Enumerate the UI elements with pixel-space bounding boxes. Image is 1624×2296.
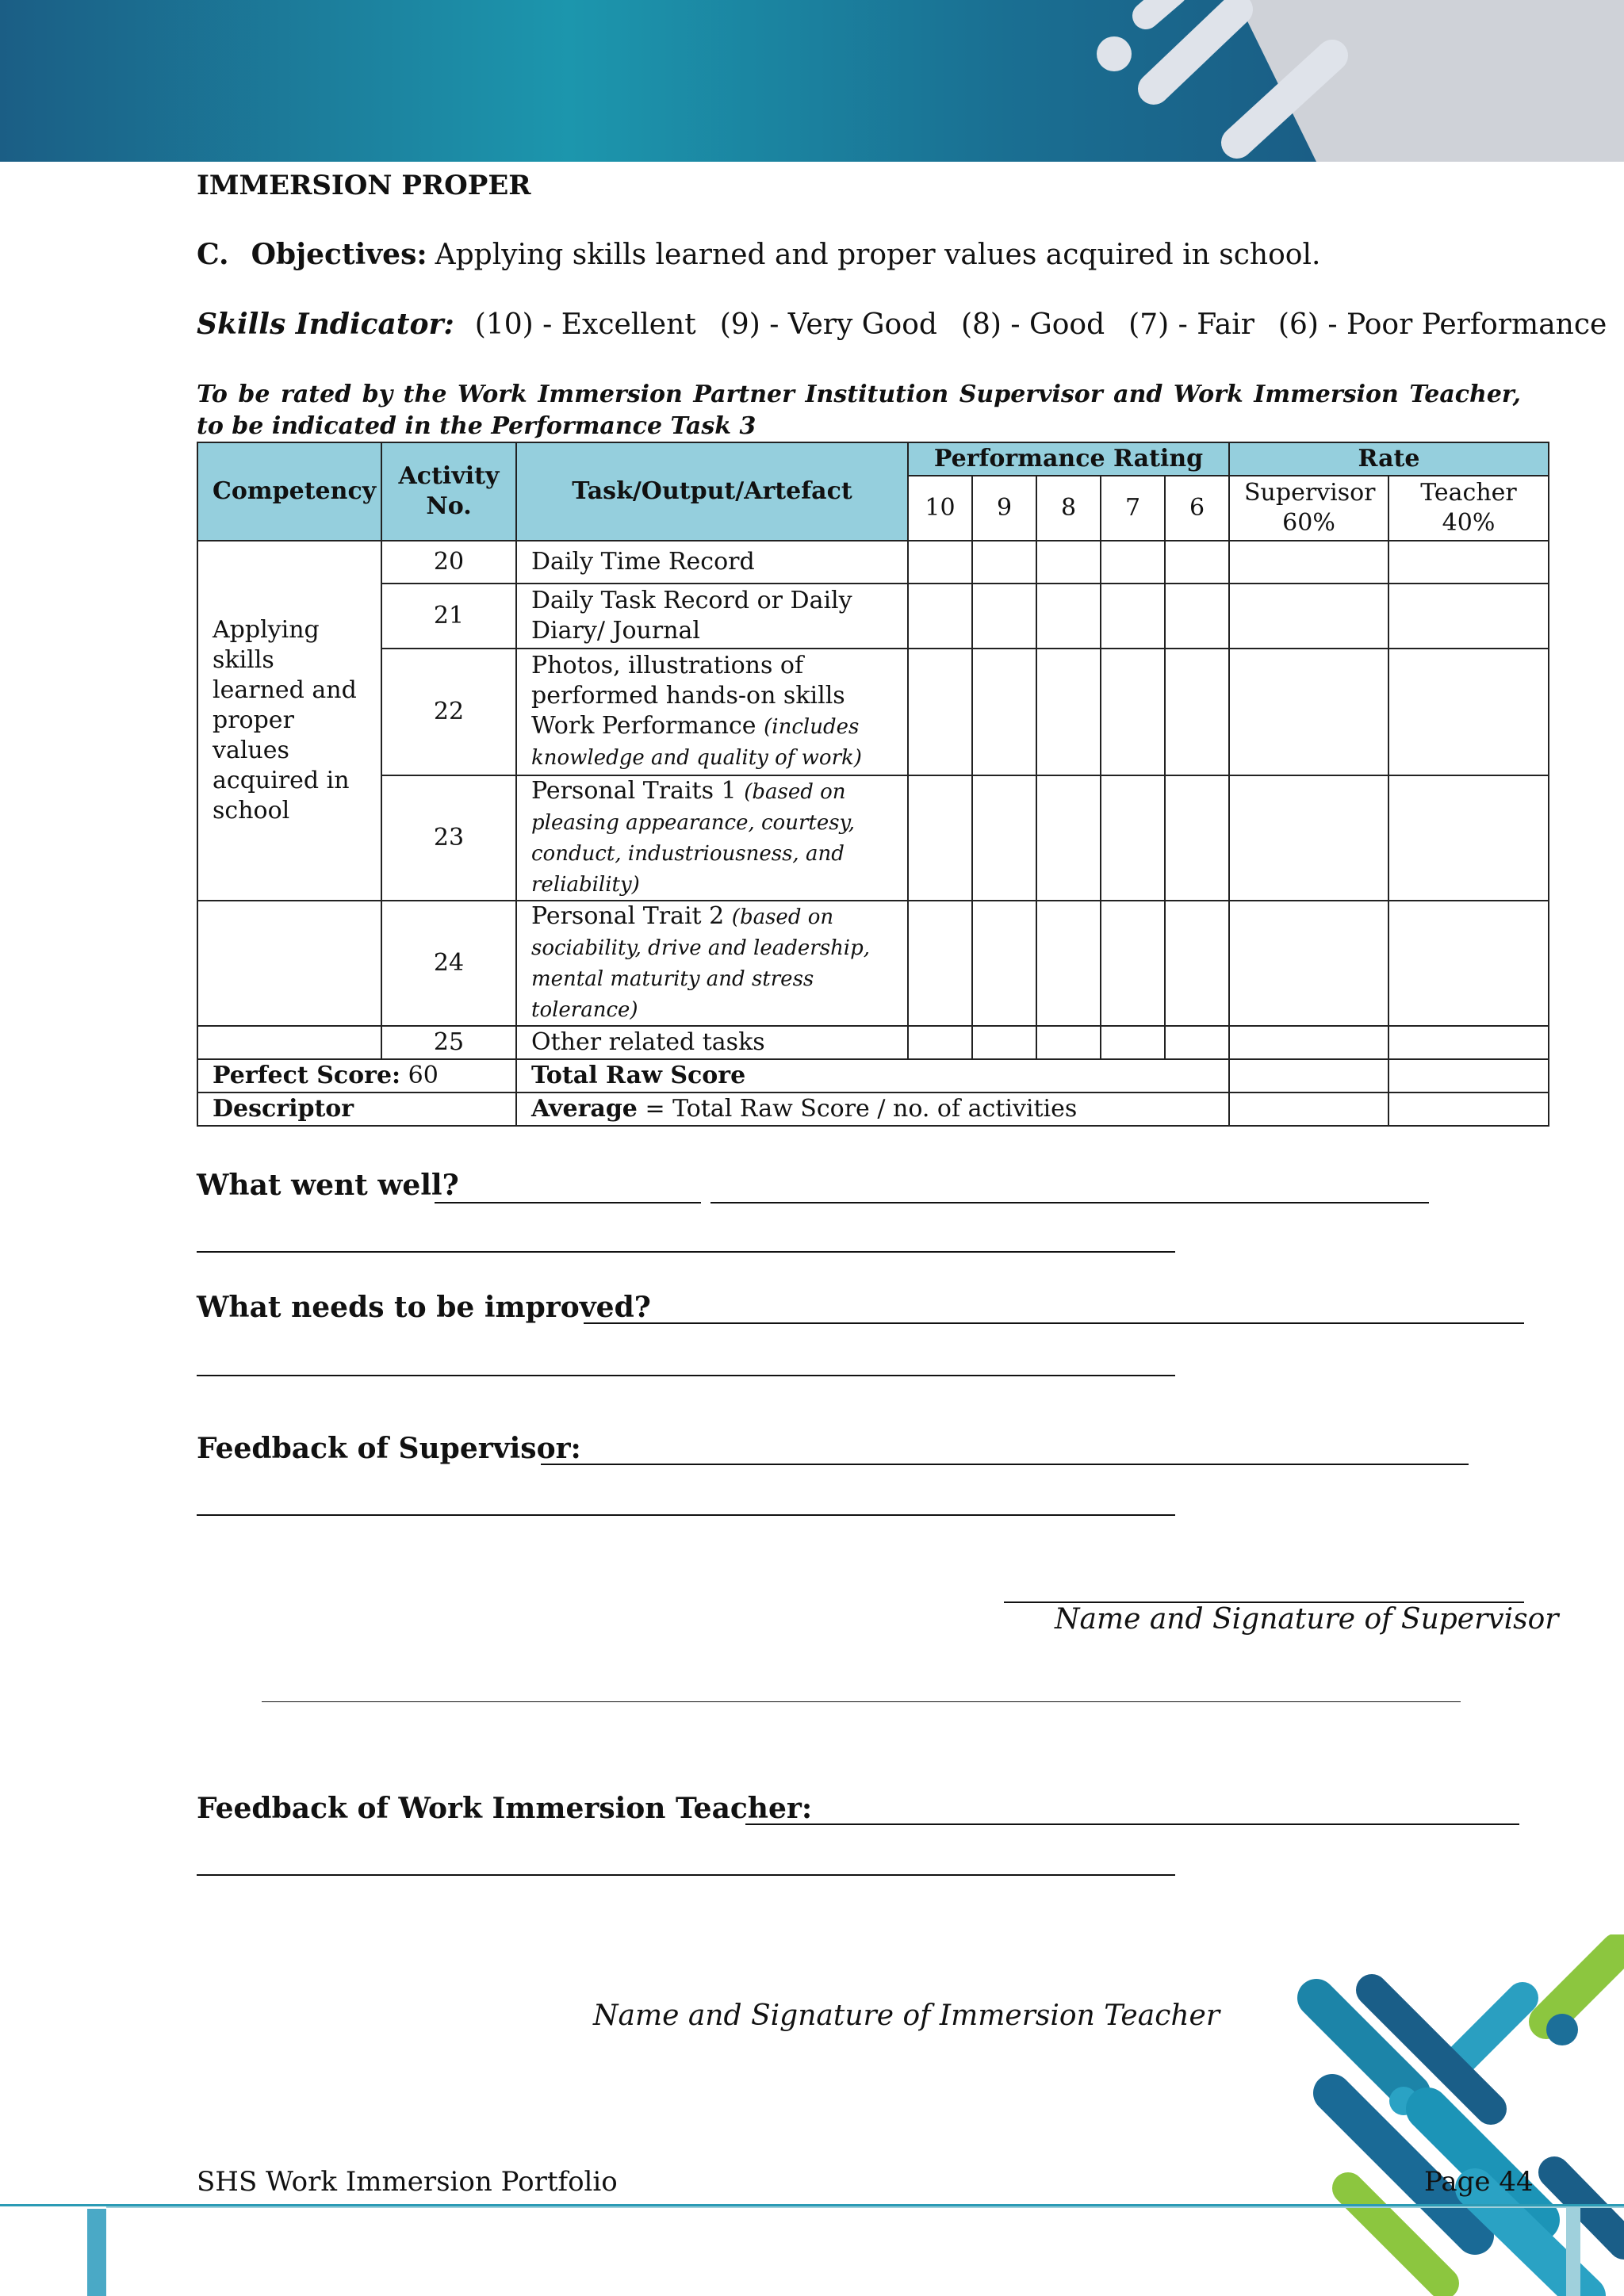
went-well-line[interactable]	[710, 1202, 1429, 1203]
score-cell[interactable]	[1036, 541, 1101, 584]
teacher-signature-label: Name and Signature of Immersion Teacher	[593, 1999, 1220, 2032]
improve-line[interactable]	[197, 1375, 1175, 1376]
score-cell[interactable]	[1165, 541, 1229, 584]
table-row	[197, 649, 1549, 775]
header-score: 6	[1165, 476, 1229, 541]
supervisor-feedback-label: Feedback of Supervisor:	[197, 1432, 581, 1465]
teacher-rate-cell[interactable]	[1388, 775, 1549, 901]
supervisor-total-cell[interactable]	[1229, 1059, 1388, 1093]
perfect-score-label: Perfect Score:	[213, 1062, 401, 1089]
improve-line[interactable]	[584, 1322, 1524, 1324]
skills-indicator	[197, 308, 1607, 341]
score-cell[interactable]	[1101, 584, 1165, 649]
perfect-score-cell	[197, 1059, 516, 1093]
header-supervisor: Supervisor 60%	[1229, 476, 1388, 541]
score-cell[interactable]	[1165, 649, 1229, 775]
competency-cell-empty	[197, 901, 381, 1026]
table-row	[197, 541, 1549, 584]
average-cell	[516, 1093, 1229, 1126]
task-label: Daily Time Record	[531, 548, 755, 576]
score-cell[interactable]	[1165, 584, 1229, 649]
page-number: Page 44	[1424, 2166, 1534, 2198]
header-rate: Rate	[1229, 442, 1549, 476]
header-banner	[0, 0, 1624, 162]
score-cell[interactable]	[1165, 775, 1229, 901]
supervisor-rate-cell[interactable]	[1229, 584, 1388, 649]
footer-decoration	[1285, 1934, 1624, 2296]
total-raw-score-cell	[516, 1059, 1229, 1093]
score-cell[interactable]	[1101, 541, 1165, 584]
score-cell[interactable]	[972, 1026, 1036, 1059]
header-competency: Competency	[197, 442, 381, 541]
went-well-line[interactable]	[435, 1202, 701, 1203]
average-label: Average	[531, 1095, 638, 1123]
total-raw-score-label: Total Raw Score	[531, 1062, 746, 1089]
teacher-rate-cell[interactable]	[1388, 541, 1549, 584]
task-label: Photos, illustrations of performed hands-on skills Work Performance	[531, 652, 845, 740]
task-cell	[516, 901, 908, 1026]
table-row	[197, 584, 1549, 649]
activity-no: 21	[381, 584, 516, 649]
supervisor-rate-cell[interactable]	[1229, 649, 1388, 775]
rating-table	[197, 442, 1549, 1127]
teacher-rate-cell[interactable]	[1388, 1026, 1549, 1059]
teacher-feedback-label: Feedback of Work Immersion Teacher:	[197, 1792, 813, 1825]
supervisor-average-cell[interactable]	[1229, 1093, 1388, 1126]
task-note: (based on sociability, drive and leadership, mental maturity and stress tolerance)	[531, 905, 871, 1022]
activity-no: 20	[381, 541, 516, 584]
went-well-label: What went well?	[197, 1169, 459, 1202]
perfect-score-value: 60	[408, 1062, 439, 1089]
score-cell[interactable]	[972, 584, 1036, 649]
skills-indicator-item: (9) - Very Good	[719, 308, 937, 341]
average-row	[197, 1093, 1549, 1126]
competency-cell-empty	[197, 1026, 381, 1059]
section-heading: IMMERSION PROPER	[197, 170, 531, 201]
task-label: Personal Traits 1	[531, 777, 737, 805]
header-score: 7	[1101, 476, 1165, 541]
score-cell[interactable]	[1101, 775, 1165, 901]
header-score: 8	[1036, 476, 1101, 541]
teacher-rate-cell[interactable]	[1388, 584, 1549, 649]
skills-indicator-label: Skills Indicator:	[197, 308, 454, 341]
task-label: Personal Trait 2	[531, 902, 725, 930]
task-cell	[516, 541, 908, 584]
score-cell[interactable]	[1165, 1026, 1229, 1059]
task-label: Other related tasks	[531, 1028, 765, 1056]
skills-indicator-item: (7) - Fair	[1128, 308, 1254, 341]
score-cell[interactable]	[908, 1026, 972, 1059]
score-cell[interactable]	[1036, 649, 1101, 775]
rating-note: To be rated by the Work Immersion Partner Institution Supervisor and Work Immersion Teacher, to be indicated in the Performance Task 3	[197, 381, 1521, 440]
table-row	[197, 1026, 1549, 1059]
teacher-feedback-line[interactable]	[197, 1874, 1175, 1876]
teacher-rate-cell[interactable]	[1388, 901, 1549, 1026]
activity-no: 24	[381, 901, 516, 1026]
header-teacher: Teacher 40%	[1388, 476, 1549, 541]
supervisor-feedback-line[interactable]	[541, 1464, 1469, 1465]
went-well-line[interactable]	[197, 1251, 1175, 1253]
objectives-letter: C.	[197, 238, 229, 271]
task-label: Daily Task Record or Daily Diary/ Journal	[531, 587, 852, 645]
descriptor-label: Descriptor	[213, 1095, 354, 1123]
task-cell	[516, 775, 908, 901]
score-cell[interactable]	[972, 775, 1036, 901]
task-note: (based on pleasing appearance, courtesy, conduct, industriousness, and reliability)	[531, 780, 856, 897]
supervisor-feedback-line[interactable]	[197, 1514, 1175, 1516]
score-cell[interactable]	[972, 901, 1036, 1026]
task-cell	[516, 1026, 908, 1059]
activity-no: 23	[381, 775, 516, 901]
footer-tab	[87, 2209, 106, 2296]
score-cell[interactable]	[908, 541, 972, 584]
score-cell[interactable]	[1165, 901, 1229, 1026]
skills-indicator-item: (6) - Poor Performance	[1277, 308, 1607, 341]
improve-label: What needs to be improved?	[197, 1291, 651, 1324]
header-activity-no: Activity No.	[381, 442, 516, 541]
competency-cell: Applying skills learned and proper values acquired in school	[197, 541, 381, 901]
footer-rule-light	[106, 2206, 1624, 2208]
table-row	[197, 901, 1549, 1026]
supervisor-rate-cell[interactable]	[1229, 775, 1388, 901]
teacher-total-cell[interactable]	[1388, 1059, 1549, 1093]
activity-no: 25	[381, 1026, 516, 1059]
supervisor-rate-cell[interactable]	[1229, 541, 1388, 584]
header-task: Task/Output/Artefact	[516, 442, 908, 541]
total-row	[197, 1059, 1549, 1093]
objectives-line	[197, 238, 1320, 271]
score-cell[interactable]	[972, 541, 1036, 584]
supervisor-signature-label: Name and Signature of Supervisor	[1055, 1603, 1559, 1636]
teacher-average-cell[interactable]	[1388, 1093, 1549, 1126]
header-score: 10	[908, 476, 972, 541]
teacher-rate-cell[interactable]	[1388, 649, 1549, 775]
score-cell[interactable]	[908, 649, 972, 775]
score-cell[interactable]	[1036, 901, 1101, 1026]
score-cell[interactable]	[1101, 1026, 1165, 1059]
descriptor-cell	[197, 1093, 516, 1126]
average-formula: = Total Raw Score / no. of activities	[645, 1095, 1078, 1123]
supervisor-rate-cell[interactable]	[1229, 1026, 1388, 1059]
objectives-label: Objectives:	[251, 238, 427, 271]
score-cell[interactable]	[1036, 1026, 1101, 1059]
task-cell	[516, 584, 908, 649]
activity-no: 22	[381, 649, 516, 775]
separator-line[interactable]	[262, 1701, 1461, 1702]
score-cell[interactable]	[972, 649, 1036, 775]
score-cell[interactable]	[908, 775, 972, 901]
skills-indicator-item: (10) - Excellent	[474, 308, 696, 341]
table-row	[197, 775, 1549, 901]
skills-indicator-item: (8) - Good	[960, 308, 1105, 341]
teacher-feedback-line[interactable]	[745, 1823, 1519, 1825]
footer-title: SHS Work Immersion Portfolio	[197, 2166, 618, 2198]
score-cell[interactable]	[1101, 901, 1165, 1026]
header-score: 9	[972, 476, 1036, 541]
score-cell[interactable]	[1036, 775, 1101, 901]
score-cell[interactable]	[908, 584, 972, 649]
objectives-text: Applying skills learned and proper values acquired in school.	[435, 239, 1321, 271]
header-performance-rating: Performance Rating	[908, 442, 1229, 476]
task-cell	[516, 649, 908, 775]
task-note: (includes knowledge and quality of work)	[531, 715, 862, 770]
supervisor-rate-cell[interactable]	[1229, 901, 1388, 1026]
score-cell[interactable]	[908, 901, 972, 1026]
score-cell[interactable]	[1101, 649, 1165, 775]
score-cell[interactable]	[1036, 584, 1101, 649]
